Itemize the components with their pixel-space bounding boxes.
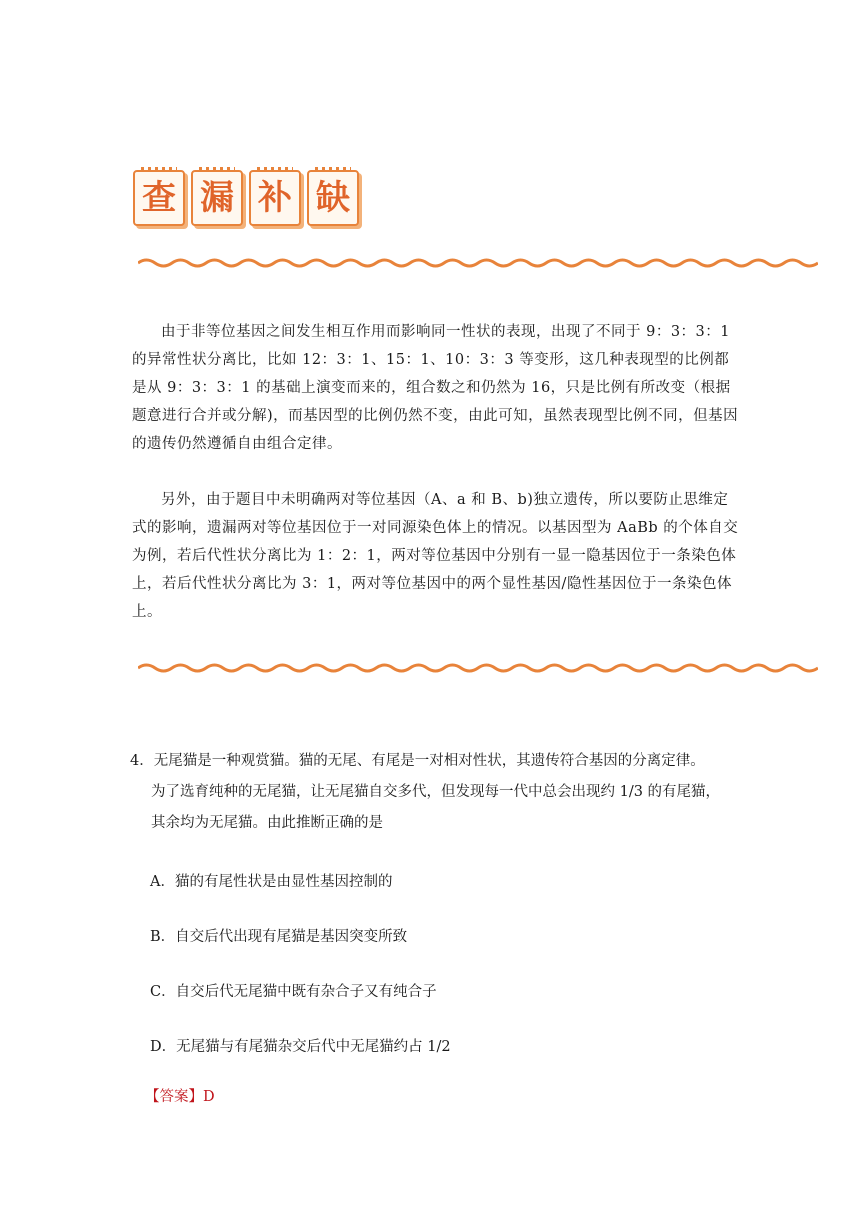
banner-char: 查 bbox=[142, 178, 176, 218]
option-c: C．自交后代无尾猫中既有杂合子又有纯合子 bbox=[150, 984, 437, 1000]
option-b: B．自交后代出现有尾猫是基因突变所致 bbox=[150, 929, 408, 945]
question-stem-line bbox=[130, 747, 770, 775]
question-stem-line: 为了选育纯种的无尾猫，让无尾猫自交多代，但发现每一代中总会出现约 1/3 的有尾猫， bbox=[151, 784, 721, 800]
question-stem-line: 其余均为无尾猫。由此推断正确的是 bbox=[151, 815, 383, 831]
paragraph-2: 另外，由于题目中未明确两对等位基因（A、a 和 B、b)独立遗传，所以要防止思维定式的影响，遗漏两对等位基因位于一对同源染色体上的情况。以基因型为 AaBb 的个体自交为例，若后代性状分离比为 1：2：1，两对等位基因中分别有一显一隐基因位于一条染色体上，若后代性状分离比为 3：1，两对等位基因中的两个显性基因/隐性基因位于一条染色体上。 bbox=[132, 492, 739, 620]
wavy-divider-top bbox=[138, 257, 818, 269]
question-stem-text: 无尾猫是一种观赏猫。猫的无尾、有尾是一对相对性状，其遗传符合基因的分离定律。 bbox=[153, 753, 705, 769]
answer-value: D bbox=[203, 1089, 215, 1105]
option-d: D．无尾猫与有尾猫杂交后代中无尾猫约占 1/2 bbox=[150, 1039, 451, 1055]
banner-stamp bbox=[133, 170, 185, 226]
option-a: A．猫的有尾性状是由显性基因控制的 bbox=[150, 874, 393, 890]
banner-char: 缺 bbox=[316, 178, 350, 218]
question-number: 4． bbox=[130, 753, 154, 769]
question-block bbox=[130, 747, 770, 840]
banner-stamp bbox=[191, 170, 243, 226]
answer-label: 【答案】 bbox=[145, 1089, 203, 1105]
answer-line bbox=[145, 1085, 215, 1106]
banner-char: 补 bbox=[258, 178, 292, 218]
banner-stamp bbox=[249, 170, 301, 226]
banner-char: 漏 bbox=[200, 178, 234, 218]
paragraph-1: 由于非等位基因之间发生相互作用而影响同一性状的表现，出现了不同于 9：3：3：1 的异常性状分离比，比如 12：3：1、15：1、10：3：3 等变形，这几种表现型的比例都是从 9：3：3：1 的基础上演变而来的，组合数之和仍然为 16，只是比例有所改变（根据题意进行合并或分解)，而基因型的比例仍然不变，由此可知，虽然表现型比例不同，但基因的遗传仍然遵循自由组合定律。 bbox=[132, 324, 739, 452]
banner-title bbox=[133, 170, 359, 226]
wavy-divider-bottom bbox=[138, 662, 818, 674]
banner-stamp bbox=[307, 170, 359, 226]
